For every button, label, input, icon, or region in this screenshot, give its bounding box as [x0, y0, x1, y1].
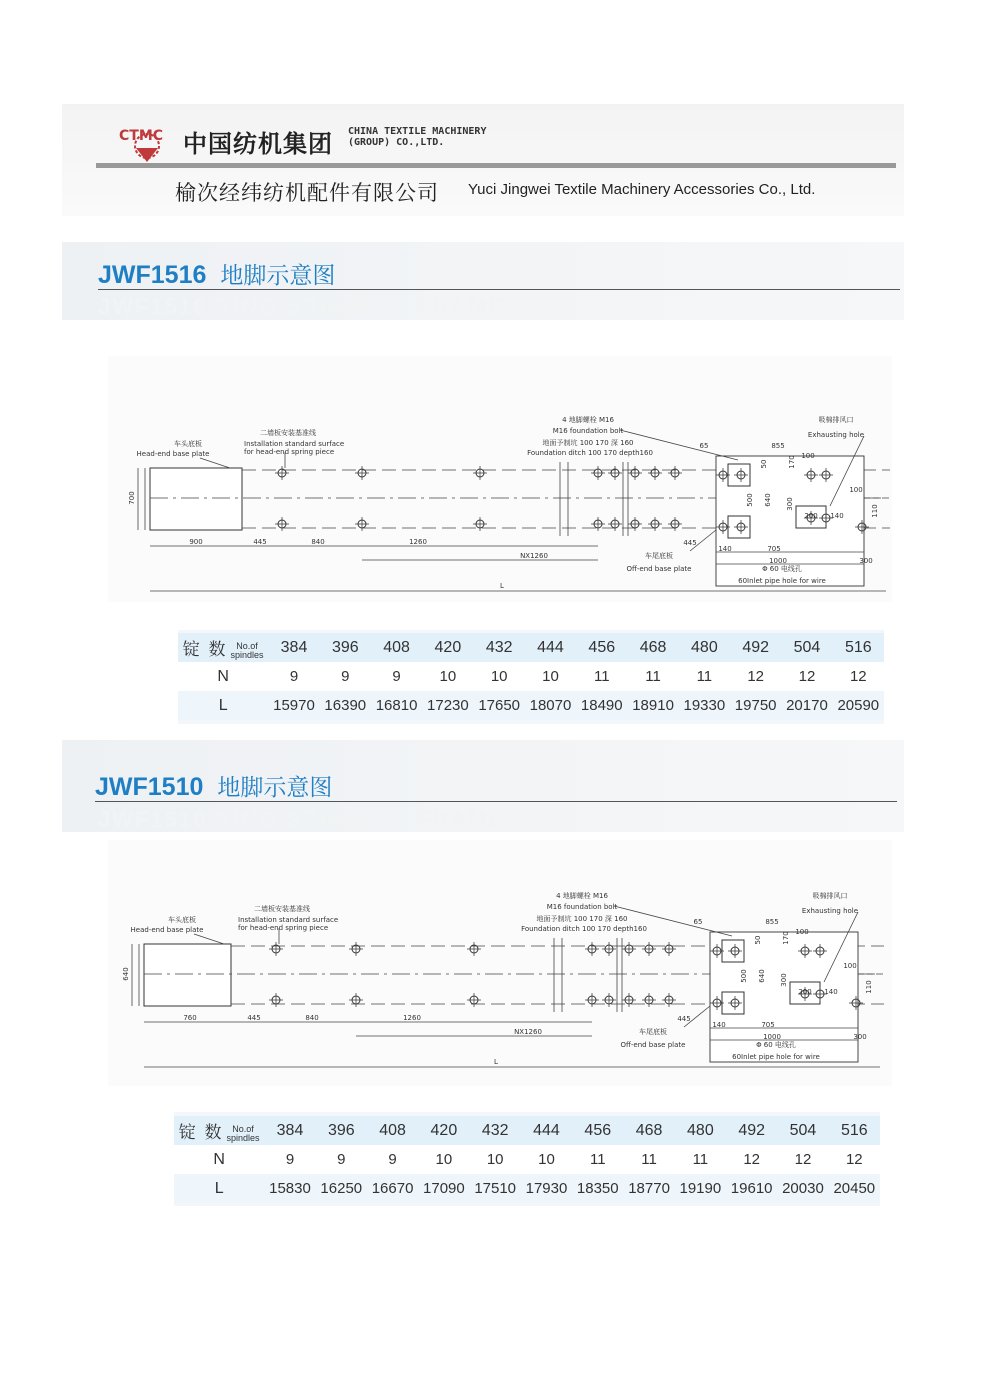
n-row — [178, 662, 884, 691]
company-name-en: Yuci Jingwei Textile Machinery Accessories Co., Ltd. — [468, 181, 816, 198]
spindle-count-cell: 432 — [470, 1116, 521, 1145]
dim-1000: 1000 — [763, 1033, 781, 1041]
n-value-cell: 11 — [572, 1145, 623, 1174]
spindle-row — [178, 633, 884, 662]
dim-855: 855 — [771, 442, 785, 450]
l-value-cell: 20170 — [781, 691, 832, 720]
group-name-cn: 中国纺机集团 — [183, 130, 333, 158]
foundation-drawing — [0, 408, 1000, 638]
n-value-cell: 9 — [268, 662, 319, 691]
spindle-count-cell: 408 — [367, 1116, 418, 1145]
dim-640: 640 — [758, 969, 766, 983]
offend-label-cn: 车尾底板 — [639, 1028, 667, 1036]
spec-table — [174, 1116, 880, 1203]
dim-705: 705 — [767, 545, 781, 553]
l-value-cell: 15970 — [268, 691, 319, 720]
dim-500: 500 — [740, 969, 748, 983]
spindle-count-cell: 492 — [730, 633, 781, 662]
group-name-en-line2: (GROUP) CO.,LTD. — [348, 137, 445, 148]
spindle-count-cell: 432 — [474, 633, 525, 662]
pipe-label-cn: Φ 60 电线孔 — [762, 565, 802, 573]
dim-140: 140 — [830, 512, 844, 520]
logo-text: CTMC — [119, 128, 164, 144]
spindle-count-cell: 408 — [371, 633, 422, 662]
dim-445-off: 445 — [677, 1015, 691, 1023]
spindle-label-en-2: spindles — [230, 649, 264, 660]
dim-840: 840 — [311, 538, 325, 546]
pipe-label-en: 60Inlet pipe hole for wire — [732, 1053, 820, 1061]
dim-L: L — [494, 1058, 498, 1066]
dim-height: 640 — [122, 967, 130, 981]
spindle-count-cell: 384 — [264, 1116, 315, 1145]
leader-line — [200, 458, 230, 468]
l-value-cell: 18070 — [525, 691, 576, 720]
l-value-cell: 20450 — [829, 1174, 880, 1203]
dim-170: 170 — [788, 455, 796, 469]
exhaust-label-en: Exhausting hole — [801, 907, 859, 915]
l-value-cell: 17510 — [470, 1174, 521, 1203]
n-value-cell: 12 — [829, 1145, 880, 1174]
section-rule — [98, 289, 900, 290]
n-value-cell: 9 — [320, 662, 371, 691]
pipe-label-en: 60Inlet pipe hole for wire — [738, 577, 826, 585]
l-value-cell: 16390 — [320, 691, 371, 720]
exhaust-label-en: Exhausting hole — [807, 431, 865, 439]
dim-head: 760 — [183, 1014, 197, 1022]
spindle-count-cell: 396 — [320, 633, 371, 662]
dim-50: 50 — [754, 935, 762, 945]
l-value-cell: 19190 — [675, 1174, 726, 1203]
dim-705: 705 — [761, 1021, 775, 1029]
dim-200: 200 — [804, 512, 818, 520]
l-row — [174, 1174, 880, 1203]
group-name-en-line1: CHINA TEXTILE MACHINERY — [348, 126, 487, 137]
ctmc-logo — [118, 124, 176, 164]
pipe-label-cn: Φ 60 电线孔 — [756, 1041, 796, 1049]
section-model: JWF1510 — [95, 773, 204, 801]
dim-100-side: 100 — [849, 486, 863, 494]
n-value-cell: 10 — [418, 1145, 469, 1174]
company-name-cn: 榆次经纬纺机配件有限公司 — [175, 181, 439, 205]
install-label-cn: 二墙板安装基准线 — [260, 429, 316, 437]
head-end-base-plate — [144, 944, 231, 1006]
l-value-cell: 18490 — [576, 691, 627, 720]
dim-1260: 1260 — [403, 1014, 421, 1022]
ditch-label-en: Foundation ditch 100 170 depth160 — [527, 449, 653, 457]
spindle-count-cell: 504 — [777, 1116, 828, 1145]
dim-1000: 1000 — [769, 557, 787, 565]
offend-label-cn: 车尾底板 — [645, 552, 673, 560]
n-value-cell: 12 — [726, 1145, 777, 1174]
l-value-cell: 17090 — [418, 1174, 469, 1203]
dim-300: 300 — [853, 1033, 867, 1041]
spindle-count-cell: 456 — [572, 1116, 623, 1145]
foundation-drawing — [0, 884, 1000, 1114]
leader-line — [194, 934, 224, 944]
offend-label-en: Off-end base plate — [626, 565, 692, 573]
dim-200: 200 — [798, 988, 812, 996]
n-value-cell: 10 — [422, 662, 473, 691]
head-plate-label-en: Head-end base plate — [136, 450, 210, 458]
spindle-row — [174, 1116, 880, 1145]
spindle-count-cell: 480 — [675, 1116, 726, 1145]
bolt-label-en: M16 foundation bolt — [546, 903, 618, 911]
n-value-cell: 11 — [679, 662, 730, 691]
install-label-en-2: for head-end spring piece — [238, 924, 329, 932]
offend-label-en: Off-end base plate — [620, 1041, 686, 1049]
ditch-label-cn: 地面予制坑 100 170 深 160 — [536, 915, 628, 923]
l-value-cell: 15830 — [264, 1174, 315, 1203]
l-label: L — [178, 691, 268, 720]
l-value-cell: 16670 — [367, 1174, 418, 1203]
dim-140-off: 140 — [718, 545, 732, 553]
section-title-cn: 地脚示意图 — [220, 263, 336, 289]
spindle-count-cell: 492 — [726, 1116, 777, 1145]
dim-170: 170 — [782, 931, 790, 945]
n-value-cell: 11 — [627, 662, 678, 691]
dim-300-vertical: 300 — [786, 497, 794, 511]
dim-L: L — [500, 582, 504, 590]
dim-65: 65 — [699, 442, 709, 450]
dim-nx: NX1260 — [520, 552, 548, 560]
header-rule — [96, 163, 896, 168]
bolt-label-cn: 4 地脚螺栓 M16 — [562, 416, 614, 424]
spindle-count-cell: 480 — [679, 633, 730, 662]
spindle-count-cell: 516 — [829, 1116, 880, 1145]
dim-445: 445 — [247, 1014, 261, 1022]
n-value-cell: 12 — [781, 662, 832, 691]
section-rule — [95, 801, 897, 802]
n-value-cell: 12 — [833, 662, 884, 691]
dim-445: 445 — [253, 538, 267, 546]
head-end-base-plate — [150, 468, 242, 530]
spindle-label-en-1: No.of — [232, 1123, 254, 1134]
n-row — [174, 1145, 880, 1174]
n-value-cell: 12 — [777, 1145, 828, 1174]
group-name-en — [348, 126, 486, 148]
section-ghost-text: JWF1516 RING SPINNING FRAME — [98, 294, 506, 319]
n-value-cell: 11 — [623, 1145, 674, 1174]
section-model: JWF1516 — [98, 261, 207, 289]
spindle-count-cell: 456 — [576, 633, 627, 662]
n-value-cell: 10 — [521, 1145, 572, 1174]
spindle-label-en — [227, 1125, 260, 1143]
n-label: N — [178, 662, 268, 691]
l-value-cell: 19330 — [679, 691, 730, 720]
spindle-label-en-1: No.of — [236, 640, 258, 651]
l-value-cell: 18350 — [572, 1174, 623, 1203]
install-label-cn: 二墙板安装基准线 — [254, 905, 310, 913]
l-value-cell: 19610 — [726, 1174, 777, 1203]
spindle-count-cell: 468 — [623, 1116, 674, 1145]
n-value-cell: 9 — [367, 1145, 418, 1174]
head-plate-label-cn: 车头底板 — [174, 440, 202, 448]
n-value-cell: 12 — [730, 662, 781, 691]
spindle-count-cell: 444 — [521, 1116, 572, 1145]
dim-500: 500 — [746, 493, 754, 507]
head-plate-label-en: Head-end base plate — [130, 926, 204, 934]
spindle-count-cell: 420 — [418, 1116, 469, 1145]
spindle-count-cell: 384 — [268, 633, 319, 662]
ditch-label-en: Foundation ditch 100 170 depth160 — [521, 925, 647, 933]
dim-100-side: 100 — [843, 962, 857, 970]
dim-140-off: 140 — [712, 1021, 726, 1029]
n-label: N — [174, 1145, 264, 1174]
install-label-en-1: Installation standard surface — [244, 440, 345, 448]
l-value-cell: 20590 — [833, 691, 884, 720]
section-title — [95, 769, 332, 802]
l-value-cell: 20030 — [777, 1174, 828, 1203]
dim-840: 840 — [305, 1014, 319, 1022]
section-title — [98, 257, 335, 290]
l-value-cell: 18910 — [627, 691, 678, 720]
spindle-count-cell: 420 — [422, 633, 473, 662]
l-value-cell: 16810 — [371, 691, 422, 720]
install-label-en-2: for head-end spring piece — [244, 448, 335, 456]
head-plate-label-cn: 车头底板 — [168, 916, 196, 924]
dim-1260: 1260 — [409, 538, 427, 546]
dim-300-vertical: 300 — [780, 973, 788, 987]
n-value-cell: 11 — [675, 1145, 726, 1174]
spindle-label-cn: 锭 数 — [182, 640, 228, 659]
n-value-cell: 11 — [576, 662, 627, 691]
dim-855: 855 — [765, 918, 779, 926]
spindle-label-cn: 锭 数 — [178, 1123, 224, 1142]
dim-445-off: 445 — [683, 539, 697, 547]
l-value-cell: 18770 — [623, 1174, 674, 1203]
dim-50: 50 — [760, 459, 768, 469]
spindle-label — [174, 1116, 264, 1145]
section-title-cn: 地脚示意图 — [217, 775, 333, 801]
ditch-label-cn: 地面予制坑 100 170 深 160 — [542, 439, 634, 447]
dim-65: 65 — [693, 918, 703, 926]
dim-640: 640 — [764, 493, 772, 507]
dim-nx: NX1260 — [514, 1028, 542, 1036]
exhaust-label-cn: 吸棉排风口 — [812, 892, 848, 900]
l-value-cell: 16250 — [316, 1174, 367, 1203]
dim-140: 140 — [824, 988, 838, 996]
spindle-count-cell: 444 — [525, 633, 576, 662]
bolt-label-en: M16 foundation bolt — [552, 427, 624, 435]
dim-110: 110 — [871, 504, 879, 518]
bolt-label-cn: 4 地脚螺栓 M16 — [556, 892, 608, 900]
n-value-cell: 9 — [371, 662, 422, 691]
dim-height: 700 — [128, 491, 136, 505]
l-row — [178, 691, 884, 720]
section-ghost-text: JWF1510 RING SPINNING FRAME — [98, 807, 506, 832]
n-value-cell: 10 — [474, 662, 525, 691]
l-label: L — [174, 1174, 264, 1203]
spindle-label — [178, 633, 268, 662]
exhaust-label-cn: 吸棉排风口 — [818, 416, 854, 424]
spindle-count-cell: 468 — [627, 633, 678, 662]
dim-300: 300 — [859, 557, 873, 565]
n-value-cell: 9 — [316, 1145, 367, 1174]
l-value-cell: 17230 — [422, 691, 473, 720]
dim-100: 100 — [801, 452, 815, 460]
dim-110: 110 — [865, 980, 873, 994]
dim-100: 100 — [795, 928, 809, 936]
n-value-cell: 9 — [264, 1145, 315, 1174]
dim-head: 900 — [189, 538, 203, 546]
spec-table — [178, 633, 884, 720]
spindle-count-cell: 504 — [781, 633, 832, 662]
spindle-label-en — [231, 642, 264, 660]
n-value-cell: 10 — [470, 1145, 521, 1174]
l-value-cell: 17650 — [474, 691, 525, 720]
spindle-count-cell: 516 — [833, 633, 884, 662]
install-label-en-1: Installation standard surface — [238, 916, 339, 924]
l-value-cell: 19750 — [730, 691, 781, 720]
n-value-cell: 10 — [525, 662, 576, 691]
spindle-count-cell: 396 — [316, 1116, 367, 1145]
l-value-cell: 17930 — [521, 1174, 572, 1203]
spindle-label-en-2: spindles — [226, 1132, 260, 1143]
